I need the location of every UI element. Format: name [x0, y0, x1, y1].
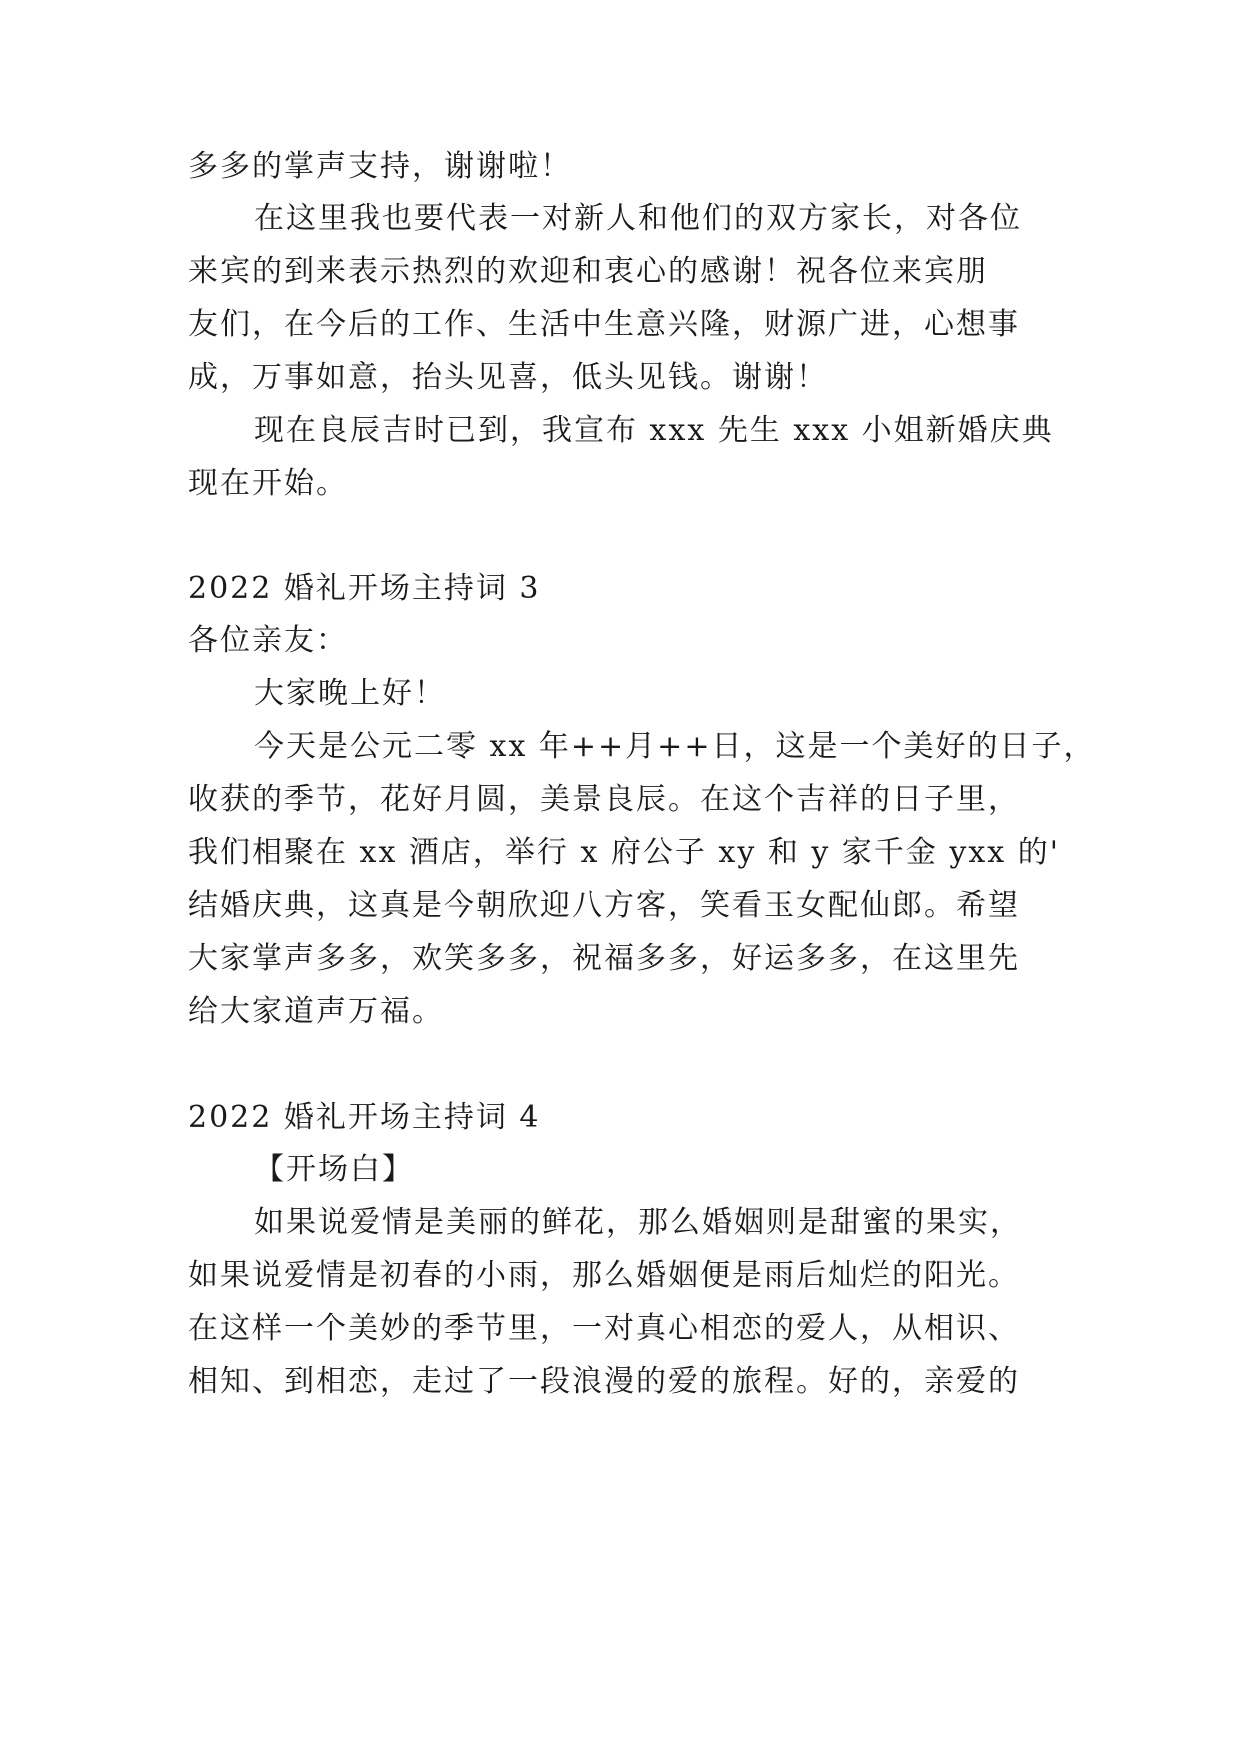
- paragraph-line: 结婚庆典，这真是今朝欣迎八方客，笑看玉女配仙郎。希望: [188, 888, 1020, 923]
- paragraph-line: 成，万事如意，抬头见喜，低头见钱。谢谢！: [188, 360, 828, 395]
- paragraph-line: 在这样一个美妙的季节里，一对真心相恋的爱人，从相识、: [188, 1311, 1020, 1346]
- paragraph-line: 现在开始。: [188, 466, 348, 501]
- subheading: 【开场白】: [254, 1152, 414, 1187]
- paragraph-line: 给大家道声万福。: [188, 994, 444, 1029]
- paragraph-line: 如果说爱情是美丽的鲜花，那么婚姻则是甜蜜的果实，: [254, 1205, 1022, 1240]
- paragraph-line: 友们，在今后的工作、生活中生意兴隆，财源广进，心想事: [188, 307, 1020, 342]
- paragraph-line: 在这里我也要代表一对新人和他们的双方家长，对各位: [254, 201, 1022, 236]
- paragraph-line: 如果说爱情是初春的小雨，那么婚姻便是雨后灿烂的阳光。: [188, 1258, 1020, 1293]
- paragraph-line: 收获的季节，花好月圆，美景良辰。在这个吉祥的日子里，: [188, 782, 1020, 817]
- paragraph-line: 大家掌声多多，欢笑多多，祝福多多，好运多多，在这里先: [188, 941, 1020, 976]
- paragraph-line: 多多的掌声支持，谢谢啦！: [188, 149, 572, 184]
- section-title: 2022 婚礼开场主持词 4: [188, 1100, 541, 1135]
- paragraph-line: 我们相聚在 xx 酒店，举行 x 府公子 xy 和 y 家千金 yxx 的': [188, 835, 1060, 870]
- paragraph-line: 来宾的到来表示热烈的欢迎和衷心的感谢！祝各位来宾朋: [188, 254, 988, 289]
- section-title: 2022 婚礼开场主持词 3: [188, 571, 541, 606]
- paragraph-line: 现在良辰吉时已到，我宣布 xxx 先生 xxx 小姐新婚庆典: [254, 413, 1054, 448]
- paragraph-line: 相知、到相恋，走过了一段浪漫的爱的旅程。好的，亲爱的: [188, 1364, 1020, 1399]
- paragraph-line: 今天是公元二零 xx 年++月++日，这是一个美好的日子，: [254, 729, 1096, 764]
- salutation: 各位亲友：: [188, 623, 348, 658]
- paragraph-line: 大家晚上好！: [254, 676, 446, 711]
